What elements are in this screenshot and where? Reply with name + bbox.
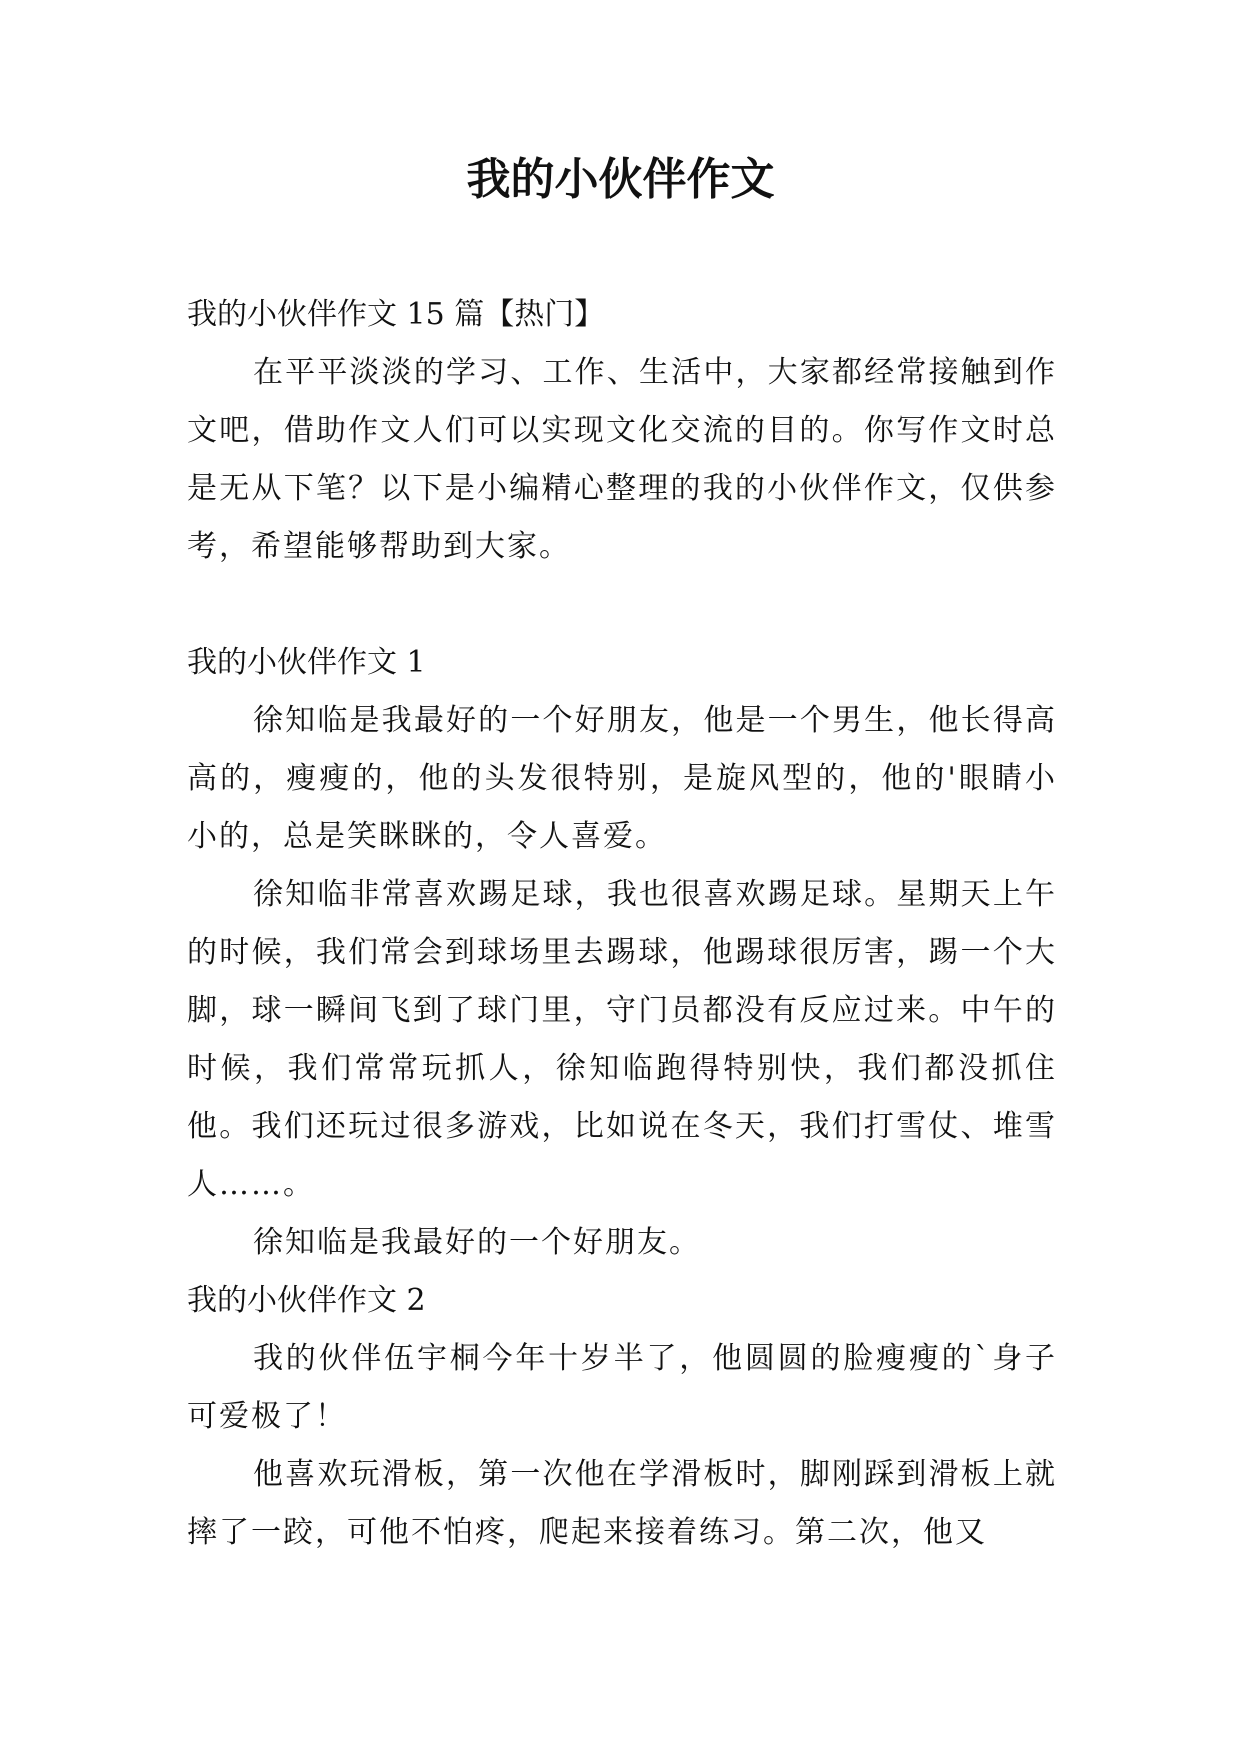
- section-heading: 我的小伙伴作文 2: [187, 1283, 426, 1318]
- document-body: [187, 286, 1057, 1562]
- paragraph: 徐知临非常喜欢踢足球，我也很喜欢踢足球。星期天上午的时候，我们常会到球场里去踢球，他踢球很厉害，踢一个大脚，球一瞬间飞到了球门里，守门员都没有反应过来。中午的时候，我们常常玩抓人，徐知临跑得特别快，我们都没抓住他。我们还玩过很多游戏，比如说在冬天，我们打雪仗、堆雪人……。: [187, 877, 1057, 1202]
- paragraph: 他喜欢玩滑板，第一次他在学滑板时，脚刚踩到滑板上就摔了一跤，可他不怕疼，爬起来接着练习。第二次，他又: [187, 1457, 1057, 1550]
- spacer: [187, 576, 1057, 634]
- intro-paragraph: 在平平淡淡的学习、工作、生活中，大家都经常接触到作文吧，借助作文人们可以实现文化交流的目的。你写作文时总是无从下笔？以下是小编精心整理的我的小伙伴作文，仅供参考，希望能够帮助到大家。: [187, 355, 1057, 564]
- paragraph: 徐知临是我最好的一个好朋友。: [253, 1225, 701, 1260]
- paragraph: 徐知临是我最好的一个好朋友，他是一个男生，他长得高高的，瘦瘦的，他的头发很特别，是旋风型的，他的'眼睛小小的，总是笑眯眯的，令人喜爱。: [187, 703, 1057, 854]
- section-heading: 我的小伙伴作文 1: [187, 645, 426, 680]
- document-title: 我的小伙伴作文: [466, 154, 775, 205]
- document-subtitle: 我的小伙伴作文 15 篇【热门】: [187, 297, 605, 332]
- paragraph: 我的伙伴伍宇桐今年十岁半了，他圆圆的脸瘦瘦的`身子可爱极了！: [187, 1341, 1057, 1434]
